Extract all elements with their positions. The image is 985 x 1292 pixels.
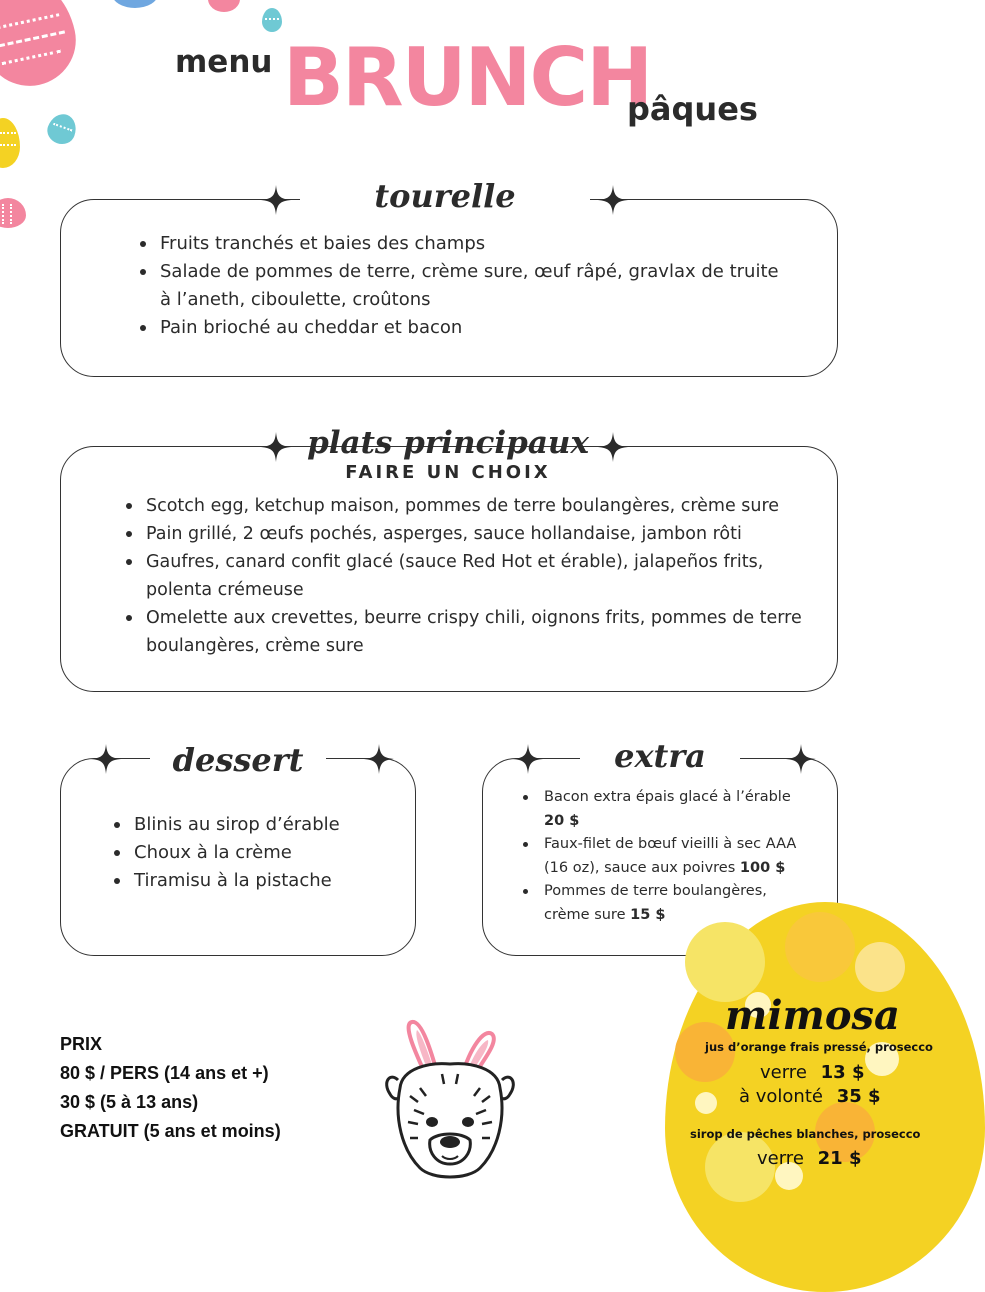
tourelle-title: tourelle [300,180,590,212]
list-item: Scotch egg, ketchup maison, pommes de terre boulangères, crème sure [122,492,802,520]
mimosa-verre-label: verre [760,1062,807,1083]
plats-subtitle: FAIRE UN CHOIX [298,462,598,484]
mimosa-title: mimosa [725,992,900,1039]
list-item: Fruits tranchés et baies des champs [136,230,786,258]
mimosa-verre-row [760,1062,864,1083]
extra-item-text: Faux-filet de bœuf vieilli à sec AAA (16 oz), sauce aux poivres [544,836,797,876]
prix-heading: PRIX [60,1034,103,1054]
easter-egg-teal-icon [262,8,282,32]
easter-egg-pink-2-icon [0,198,26,228]
sparkle-star-icon [261,432,291,462]
list-item: Blinis au sirop d’érable [110,811,400,839]
easter-egg-yellow-icon [0,118,20,168]
prix-block [60,1030,281,1146]
list-item: Gaufres, canard confit glacé (sauce Red Hot et érable), jalapeños frits, polenta crémeuse [122,548,802,604]
sparkle-star-icon [598,185,628,215]
dessert-list [110,811,400,895]
title-brunch: BRUNCH [283,31,652,124]
mimosa-desc-1: jus d’orange frais pressé, prosecco [705,1040,933,1054]
sparkle-star-icon [786,744,816,774]
easter-egg-pink-icon [0,0,84,94]
mimosa-verre2-price: 21 $ [817,1148,862,1169]
sparkle-star-icon [364,744,394,774]
list-item: Tiramisu à la pistache [110,867,400,895]
extra-item-price: 15 $ [630,906,666,923]
sparkle-star-icon [598,432,628,462]
extra-title: extra [580,740,740,772]
extra-item-text: Pommes de terre boulangères, crème sure [544,883,767,923]
prix-line: GRATUIT (5 ans et moins) [60,1121,281,1141]
title-paques: pâques [627,90,758,128]
mimosa-volonte-price: 35 $ [836,1086,881,1107]
extra-item-text: Bacon extra épais glacé à l’érable [544,789,791,805]
list-item: Omelette aux crevettes, beurre crispy chili, oignons frits, pommes de terre boulangères, crème sure [122,604,802,660]
list-item: Pain grillé, 2 œufs pochés, asperges, sauce hollandaise, jambon rôti [122,520,802,548]
list-item [520,833,810,880]
list-item: Choux à la crème [110,839,400,867]
dessert-title: dessert [150,744,326,776]
sparkle-star-icon [261,185,291,215]
easter-egg-blue-icon [112,0,158,8]
mimosa-volonte-row [739,1086,881,1107]
prix-line: 30 $ (5 à 13 ans) [60,1092,199,1112]
tourelle-list [136,230,786,342]
mimosa-verre-price: 13 $ [820,1062,865,1083]
sparkle-star-icon [513,744,543,774]
bear-bunny-logo-icon [380,1018,520,1188]
list-item: Pain brioché au cheddar et bacon [136,314,786,342]
plats-title: plats principaux [307,425,589,461]
mimosa-desc-2: sirop de pêches blanches, prosecco [690,1127,921,1141]
list-item: Salade de pommes de terre, crème sure, œuf râpé, gravlax de truite à l’aneth, ciboulette, croûtons [136,258,786,314]
list-item [520,786,810,833]
extra-list [520,786,810,927]
easter-egg-teal-2-icon [44,110,81,148]
mimosa-verre2-label: verre [757,1148,804,1169]
prix-line: 80 $ / PERS (14 ans et +) [60,1063,269,1083]
sparkle-star-icon [91,744,121,774]
plats-list [122,492,802,660]
title-menu: menu [175,44,273,80]
mimosa-verre2-row [757,1148,861,1169]
extra-item-price: 100 $ [739,859,786,876]
extra-item-price: 20 $ [544,812,580,829]
mimosa-volonte-label: à volonté [739,1086,823,1107]
easter-egg-pink-small-icon [208,0,240,12]
